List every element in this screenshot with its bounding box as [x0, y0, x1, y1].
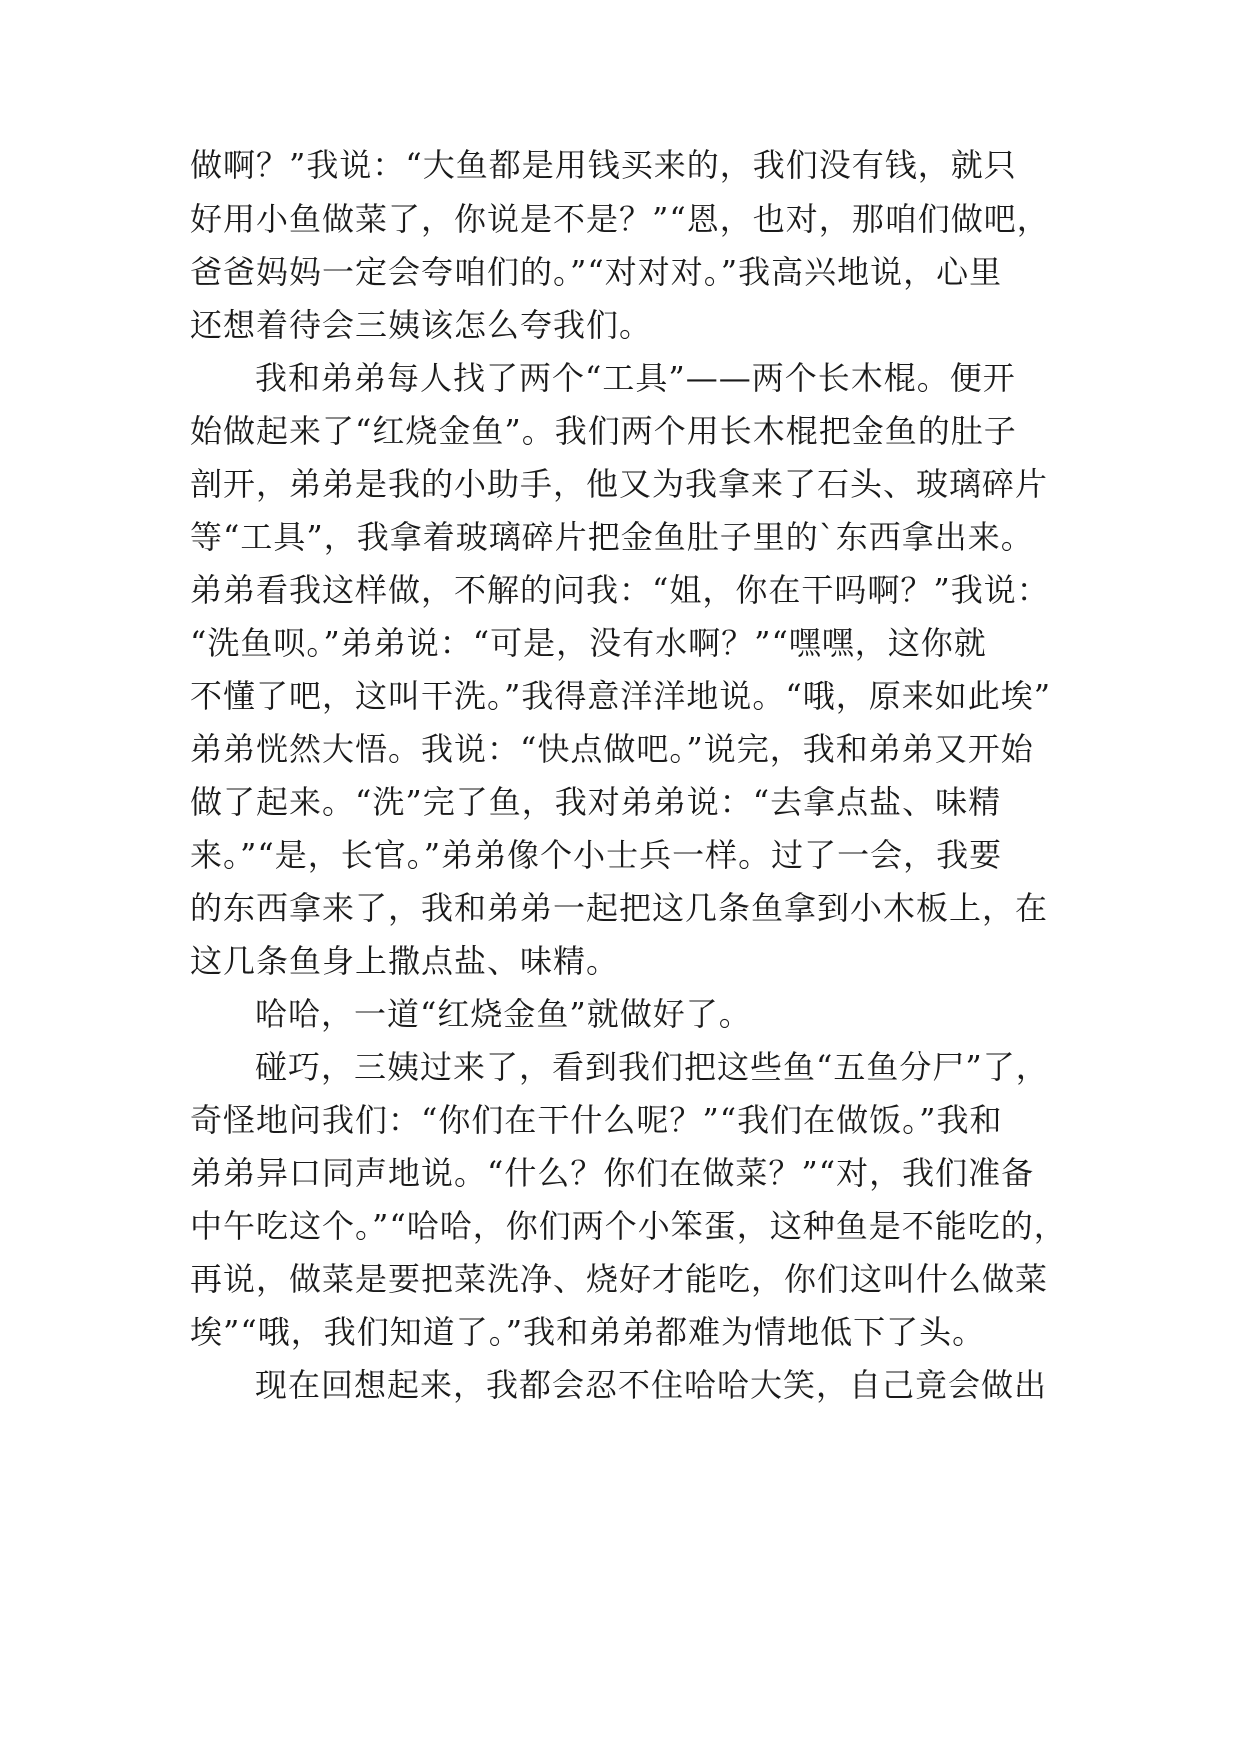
text-line: 还想着待会三姨该怎么夸我们。	[190, 306, 653, 344]
paragraph-first-line: 碰巧，三姨过来了，看到我们把这些鱼“五鱼分尸”了，	[255, 1048, 1049, 1086]
paragraph-first-line: 现在回想起来，我都会忍不住哈哈大笑，自己竟会做出	[255, 1366, 1048, 1404]
text-line: “洗鱼呗。”弟弟说：“可是，没有水啊？”“嘿嘿，这你就	[190, 624, 987, 662]
paragraph-first-line: 哈哈，一道“红烧金鱼”就做好了。	[255, 995, 752, 1033]
text-line: 做啊？”我说：“大鱼都是用钱买来的，我们没有钱，就只	[190, 146, 1017, 184]
text-line: 这几条鱼身上撒点盐、味精。	[190, 942, 620, 980]
text-line: 中午吃这个。”“哈哈，你们两个小笨蛋，这种鱼是不能吃的，	[190, 1207, 1067, 1245]
text-line: 再说，做菜是要把菜洗净、烧好才能吃，你们这叫什么做菜	[190, 1260, 1049, 1298]
text-line: 做了起来。“洗”完了鱼，我对弟弟说：“去拿点盐、味精	[190, 783, 1002, 821]
text-line: 始做起来了“红烧金鱼”。我们两个用长木棍把金鱼的肚子	[190, 412, 1017, 450]
paragraph-first-line: 我和弟弟每人找了两个“工具”——两个长木棍。便开	[255, 359, 1016, 397]
text-line: 好用小鱼做菜了，你说是不是？”“恩，也对，那咱们做吧，	[190, 200, 1050, 238]
text-line: 弟弟看我这样做，不解的问我：“姐，你在干吗啊？”我说：	[190, 571, 1050, 609]
text-line: 弟弟恍然大悟。我说：“快点做吧。”说完，我和弟弟又开始	[190, 730, 1034, 768]
text-line: 埃”“哦，我们知道了。”我和弟弟都难为情地低下了头。	[190, 1313, 986, 1351]
text-line: 剖开，弟弟是我的小助手，他又为我拿来了石头、玻璃碎片	[190, 465, 1049, 503]
text-line: 来。”“是，长官。”弟弟像个小士兵一样。过了一会，我要	[190, 836, 1003, 874]
text-line: 的东西拿来了，我和弟弟一起把这几条鱼拿到小木板上，在	[190, 889, 1049, 927]
text-line: 爸爸妈妈一定会夸咱们的。”“对对对。”我高兴地说，心里	[190, 253, 1003, 291]
text-line: 等“工具”，我拿着玻璃碎片把金鱼肚子里的`东西拿出来。	[190, 518, 1034, 556]
text-line: 奇怪地问我们：“你们在干什么呢？”“我们在做饭。”我和	[190, 1101, 1003, 1139]
text-line: 不懂了吧，这叫干洗。”我得意洋洋地说。“哦，原来如此埃”	[190, 677, 1052, 715]
text-line: 弟弟异口同声地说。“什么？你们在做菜？”“对，我们准备	[190, 1154, 1035, 1192]
